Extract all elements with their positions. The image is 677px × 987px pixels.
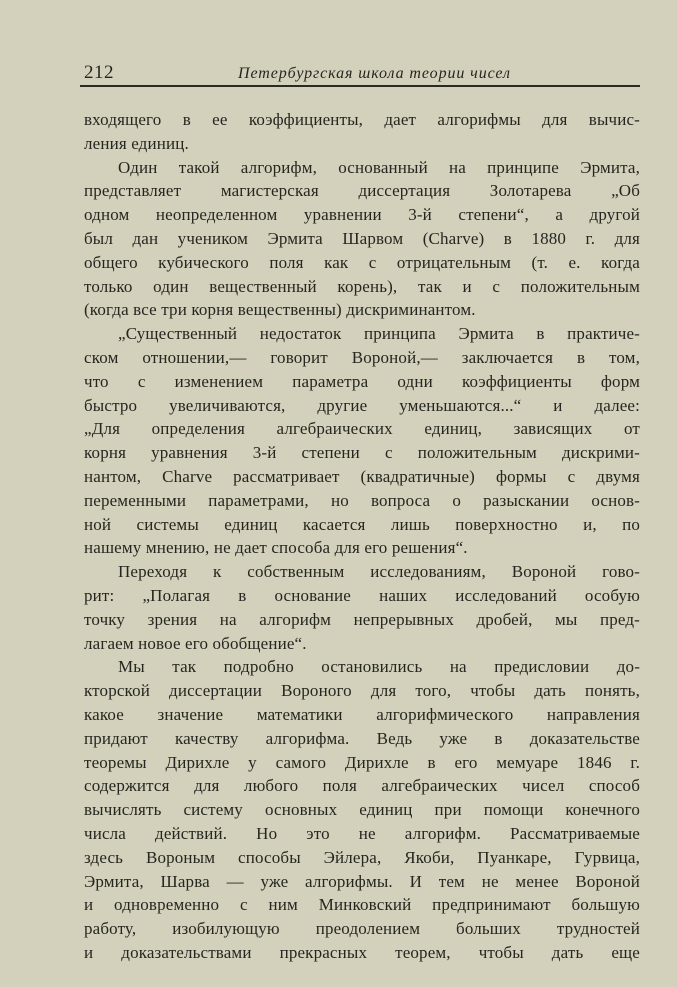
text-line: ления единиц. — [84, 133, 189, 153]
text-line: лагаем новое его обобщение“. — [84, 633, 307, 653]
text-line: кторской диссертации Вороного для того, чтобы дать понять, — [84, 681, 640, 701]
text-line: и доказательствами прекрасных теорем, чтобы дать еще — [84, 942, 640, 962]
text-line: числа действий. Но это не алгорифм. Рассматриваемые — [84, 823, 640, 843]
text-line: нантом, Charve рассматривает (квадратичные) формы с двумя — [84, 466, 640, 486]
body-text — [84, 108, 640, 965]
text-line: содержится для любого поля алгебраических чисел способ — [84, 776, 640, 796]
paragraph — [84, 108, 640, 156]
text-line: „Существенный недостаток принципа Эрмита в практиче- — [118, 324, 640, 344]
text-line: был дан учеником Эрмита Шарвом (Charve) в 1880 г. для — [84, 228, 640, 248]
text-line: ском отношении,— говорит Вороной,— заключается в том, — [84, 347, 640, 367]
text-line: переменными параметрами, но вопроса о разыскании основ- — [84, 490, 640, 510]
page-number: 212 — [84, 62, 114, 83]
paragraph — [84, 655, 640, 964]
text-line: входящего в ее коэффициенты, дает алгорифмы для вычис- — [84, 110, 640, 129]
text-line: здесь Вороным способы Эйлера, Якоби, Пуанкаре, Гурвица, — [84, 847, 640, 867]
text-line: и одновременно с ним Минковский предпринимают большую — [84, 895, 640, 915]
running-title: Петербургская школа теории чисел — [238, 65, 511, 82]
text-line: „Для определения алгебраических единиц, зависящих от — [84, 419, 640, 439]
paragraph — [84, 156, 640, 323]
paragraph — [84, 560, 640, 655]
text-line: быстро увеличиваются, другие уменьшаются...“ и далее: — [84, 395, 640, 415]
text-line: какое значение математики алгорифмического направления — [84, 704, 640, 724]
page-header — [80, 58, 640, 88]
text-line: одном неопределенном уравнении 3-й степени“, а другой — [84, 205, 640, 225]
text-line: только один вещественный корень), так и с положительным — [84, 276, 640, 296]
text-line: точку зрения на алгорифм непрерывных дробей, мы пред- — [84, 609, 640, 629]
header-rule — [80, 85, 640, 87]
text-line: Один такой алгорифм, основанный на принципе Эрмита, — [118, 157, 640, 177]
text-line: представляет магистерская диссертация Золотарева „Об — [84, 181, 640, 201]
text-line: Эрмита, Шарва — уже алгорифмы. И тем не менее Вороной — [84, 871, 640, 891]
text-line: теоремы Дирихле у самого Дирихле в его мемуаре 1846 г. — [84, 752, 640, 772]
text-line: (когда все три корня вещественны) дискриминантом. — [84, 300, 476, 320]
text-line: работу, изобилующую преодолением больших трудностей — [84, 919, 640, 939]
text-line: Мы так подробно остановились на предисловии до- — [118, 657, 640, 677]
text-line: ной системы единиц касается лишь поверхностно и, по — [84, 514, 640, 534]
paragraph — [84, 322, 640, 560]
text-line: нашему мнению, не дает способа для его решения“. — [84, 538, 468, 558]
text-line: вычислять систему основных единиц при помощи конечного — [84, 800, 640, 820]
text-line: корня уравнения 3-й степени с положительным дискрими- — [84, 443, 640, 463]
text-line: что с изменением параметра одни коэффициенты форм — [84, 371, 640, 391]
text-line: придают качеству алгорифма. Ведь уже в доказательстве — [84, 728, 640, 748]
text-line: Переходя к собственным исследованиям, Вороной гово- — [118, 562, 640, 582]
text-line: рит: „Полагая в основание наших исследований особую — [84, 585, 640, 605]
text-line: общего кубического поля как с отрицательным (т. е. когда — [84, 252, 640, 272]
